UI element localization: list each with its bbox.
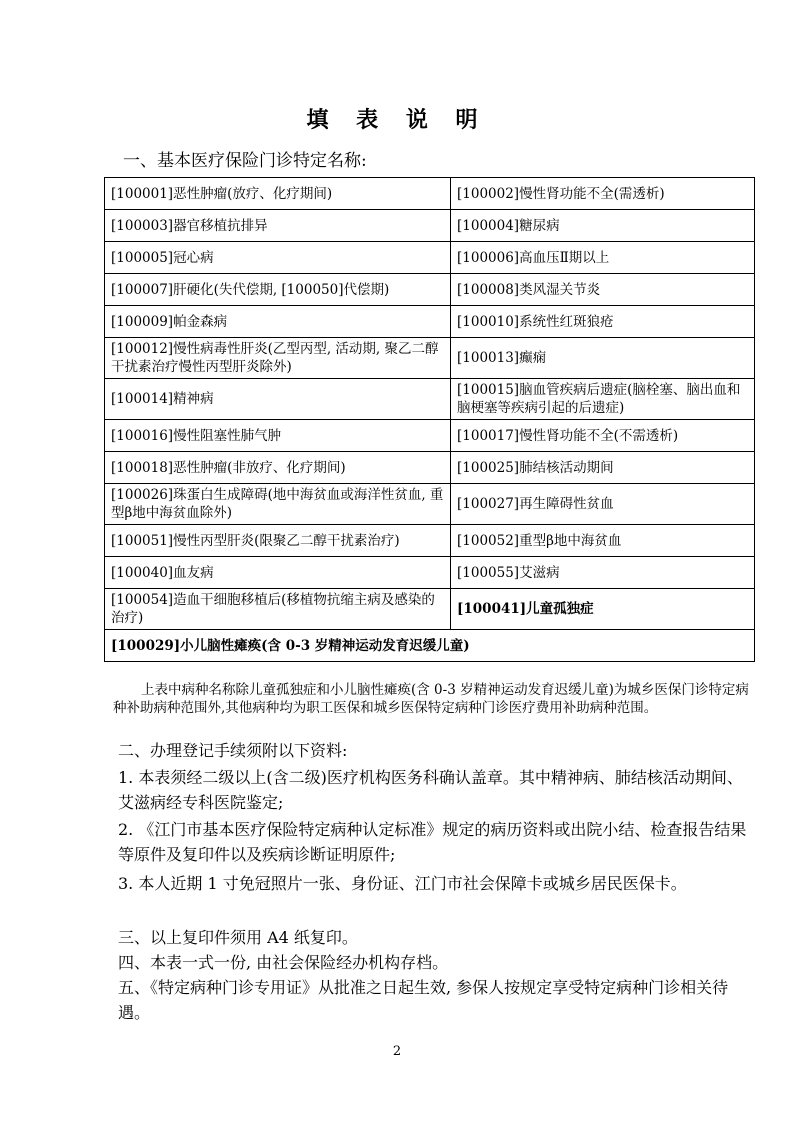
- table-row: [105, 379, 755, 420]
- table-cell: [100001]恶性肿瘤(放疗、化疗期间): [105, 178, 451, 210]
- table-row: [105, 306, 755, 338]
- table-row: [105, 242, 755, 274]
- table-cell: [100041]儿童孤独症: [451, 589, 755, 630]
- table-row: [105, 557, 755, 589]
- table-cell: [100010]系统性红斑狼疮: [451, 306, 755, 338]
- table-cell: [100026]珠蛋白生成障碍(地中海贫血或海洋性贫血, 重型β地中海贫血除外): [105, 484, 451, 525]
- table-row: [105, 274, 755, 306]
- table-row: [105, 525, 755, 557]
- table-cell: [100052]重型β地中海贫血: [451, 525, 755, 557]
- table-cell: [100018]恶性肿瘤(非放疗、化疗期间): [105, 452, 451, 484]
- table-row: [105, 452, 755, 484]
- table-cell: [100013]癫痫: [451, 338, 755, 379]
- table-cell: [100025]肺结核活动期间: [451, 452, 755, 484]
- table-cell-full-width: [100029]小儿脑性瘫痪(含 0-3 岁精神运动发育迟缓儿童): [105, 630, 755, 662]
- table-cell: [100040]血友病: [105, 557, 451, 589]
- requirement-item-2: 2. 《江门市基本医疗保险特定病种认定标准》规定的病历资料或出院小结、检查报告结果等原件及复印件以及疾病诊断证明原件;: [118, 820, 747, 864]
- table-cell: [100015]脑血管疾病后遗症(脑栓塞、脑出血和脑梗塞等疾病引起的后遗症): [451, 379, 755, 420]
- section-3: 三、以上复印件须用 A4 纸复印。: [118, 928, 358, 947]
- table-row: [105, 338, 755, 379]
- table-row: [105, 630, 755, 662]
- table-cell: [100017]慢性肾功能不全(不需透析): [451, 420, 755, 452]
- page-title: 填 表 说 明: [306, 107, 488, 133]
- table-cell: [100008]类风湿关节炎: [451, 274, 755, 306]
- table-cell: [100051]慢性丙型肝炎(限聚乙二醇干扰素治疗): [105, 525, 451, 557]
- section-1-heading: 一、基本医疗保险门诊特定名称:: [123, 151, 367, 171]
- requirement-item-3: 3. 本人近期 1 寸免冠照片一张、身份证、江门市社会保障卡或城乡居民医保卡。: [118, 874, 687, 893]
- table-row: [105, 589, 755, 630]
- disease-table: [104, 177, 755, 662]
- page-number: 2: [392, 1044, 402, 1059]
- table-cell: [100007]肝硬化(失代偿期, [100050]代偿期): [105, 274, 451, 306]
- table-cell: [100004]糖尿病: [451, 210, 755, 242]
- table-cell: [100009]帕金森病: [105, 306, 451, 338]
- table-cell: [100027]再生障碍性贫血: [451, 484, 755, 525]
- table-row: [105, 484, 755, 525]
- section-2-heading: 二、办理登记手续须附以下资料:: [118, 741, 348, 760]
- table-row: [105, 178, 755, 210]
- table-cell: [100014]精神病: [105, 379, 451, 420]
- table-cell: [100055]艾滋病: [451, 557, 755, 589]
- table-cell: [100005]冠心病: [105, 242, 451, 274]
- table-cell: [100002]慢性肾功能不全(需透析): [451, 178, 755, 210]
- table-cell: [100016]慢性阻塞性肺气肿: [105, 420, 451, 452]
- table-cell: [100003]器官移植抗排异: [105, 210, 451, 242]
- table-note: 上表中病种名称除儿童孤独症和小儿脑性瘫痪(含 0-3 岁精神运动发育迟缓儿童)为城乡医保门诊特定病种补助病种范围外,其他病种均为职工医保和城乡医保特定病种门诊医疗费用补助病种范围。: [113, 682, 749, 716]
- table-row: [105, 420, 755, 452]
- section-5: 五、《特定病种门诊专用证》从批准之日起生效, 参保人按规定享受特定病种门诊相关待遇。: [118, 978, 729, 1022]
- table-cell: [100006]高血压Ⅱ期以上: [451, 242, 755, 274]
- table-cell: [100012]慢性病毒性肝炎(乙型丙型, 活动期, 聚乙二醇干扰素治疗慢性丙型肝炎除外): [105, 338, 451, 379]
- table-cell: [100054]造血干细胞移植后(移植物抗缩主病及感染的治疗): [105, 589, 451, 630]
- requirement-item-1: 1. 本表须经二级以上(含二级)医疗机构医务科确认盖章。其中精神病、肺结核活动期间、艾滋病经专科医院鉴定;: [118, 768, 743, 812]
- section-4: 四、本表一式一份, 由社会保险经办机构存档。: [118, 953, 449, 972]
- table-row: [105, 210, 755, 242]
